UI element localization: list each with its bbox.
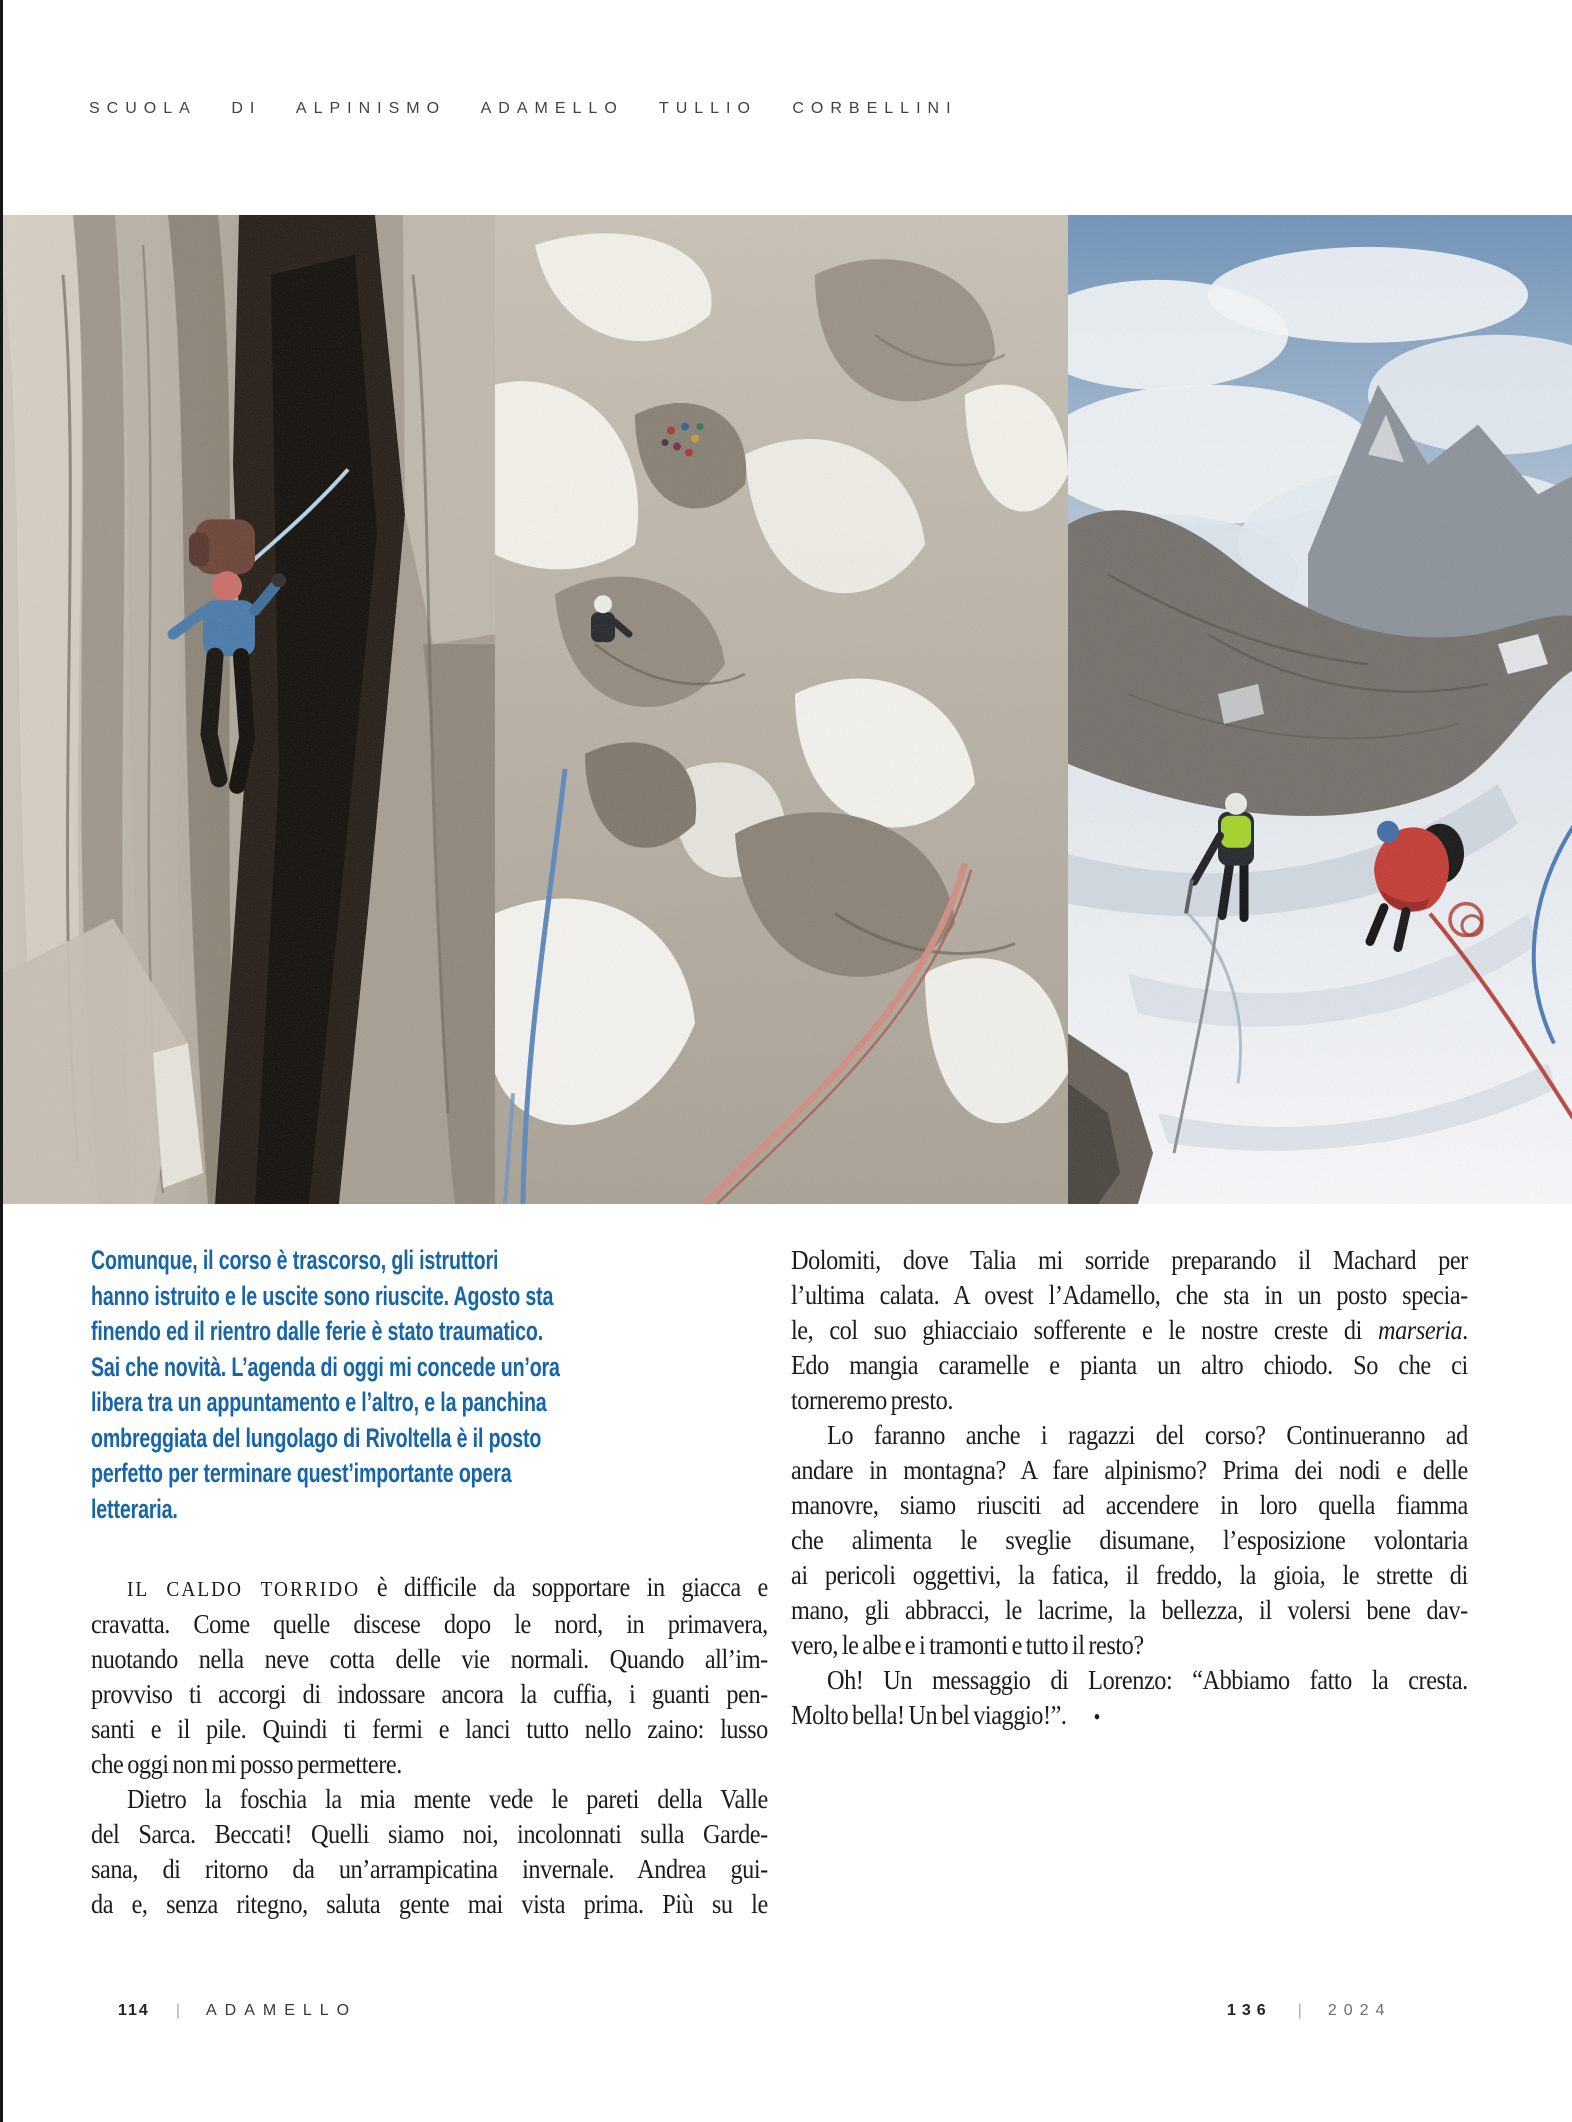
page-number: 114 [118, 2002, 150, 2019]
text-line: Molto bella! Un bel viaggio!”. • [791, 1700, 1101, 1730]
lead-line: hanno istruito e le uscite sono riuscite. Agosto sta [91, 1280, 554, 1311]
issue-number: 136 [1227, 2002, 1272, 2019]
text-line: da e, senza ritegno, saluta gente mai vista prima. Più su le [91, 1889, 768, 1919]
lead-line: libera tra un appuntamento e l’altro, e la panchina [91, 1387, 547, 1417]
text-line: IL CALDO TORRIDO è difficile da sopportare in giacca e [127, 1572, 768, 1602]
lead-line: Comunque, il corso è trascorso, gli istruttori [91, 1245, 499, 1275]
lead-line: letteraria. [91, 1493, 178, 1524]
right-column [791, 1243, 1468, 1734]
text-line: torneremo presto. [791, 1385, 953, 1415]
text-line: Lo faranno anche i ragazzi del corso? Continueranno ad [827, 1420, 1468, 1450]
text-line: Edo mangia caramelle e pianta un altro chiodo. So che ci [791, 1350, 1468, 1380]
paragraph [91, 1782, 768, 1922]
photo-gully-group [495, 215, 1068, 1204]
footer-divider: | [175, 2002, 180, 2019]
lead-paragraph [91, 1243, 698, 1527]
text-line: cravatta. Come quelle discese dopo le nord, in primavera, [91, 1609, 768, 1639]
photo-collage [3, 215, 1572, 1204]
text-line: santi e il pile. Quindi ti fermi e lanci tutto nello zaino: lusso [91, 1714, 768, 1744]
page-kicker: SCUOLA DI ALPINISMO ADAMELLO TULLIO CORBELLINI [89, 100, 958, 117]
text-line: del Sarca. Beccati! Quelli siamo noi, incolonnati sulla Garde- [91, 1819, 768, 1849]
footer-right [1227, 2002, 1391, 2020]
text-line: sana, di ritorno da un’arrampicatina invernale. Andrea gui- [91, 1854, 768, 1884]
text-line: provviso ti accorgi di indossare ancora la cuffia, i guanti pen- [91, 1679, 768, 1709]
photo-snowfield-illustration [1068, 215, 1572, 1204]
text-line: nuotando nella neve cotta delle vie normali. Quando all’im- [91, 1644, 768, 1674]
issue-year: 2024 [1327, 2002, 1392, 2019]
paragraph [791, 1663, 1468, 1734]
text-line: Dietro la foschia la mia mente vede le pareti della Valle [127, 1784, 768, 1814]
text-line: Dolomiti, dove Talia mi sorride preparando il Machard per [791, 1245, 1468, 1275]
text-line: manovre, siamo riusciti ad accendere in loro quella fiamma [791, 1490, 1468, 1520]
lead-line: Sai che novità. L’agenda di oggi mi concede un’ora [91, 1351, 560, 1382]
text-line: andare in montagna? A fare alpinismo? Prima dei nodi e delle [791, 1455, 1468, 1485]
text-line: l’ultima calata. A ovest l’Adamello, che sta in un posto specia- [791, 1280, 1468, 1310]
lead-line: finendo ed il rientro dalle ferie è stato traumatico. [91, 1316, 544, 1346]
footer-left [118, 2002, 357, 2020]
text-line: mano, gli abbracci, le lacrime, la bellezza, il volersi bene dav- [791, 1595, 1468, 1625]
photo-snowfield-climbers [1068, 215, 1572, 1204]
text-line: vero, le albe e i tramonti e tutto il resto? [791, 1630, 1144, 1660]
paragraph [791, 1243, 1468, 1418]
text-line: ai pericoli oggettivi, la fatica, il freddo, la gioia, le strette di [791, 1560, 1468, 1590]
footer-divider: | [1297, 2002, 1302, 2019]
text-line: le, col suo ghiacciaio sofferente e le nostre creste di marseria. [791, 1315, 1468, 1345]
text-line: Oh! Un messaggio di Lorenzo: “Abbiamo fatto la cresta. [827, 1665, 1468, 1695]
lead-line: perfetto per terminare quest’importante opera [91, 1458, 512, 1488]
left-column [91, 1570, 768, 1922]
paragraph [91, 1570, 768, 1782]
photo-chimney-climber [3, 215, 495, 1204]
paragraph [791, 1418, 1468, 1663]
text-line: che oggi non mi posso permettere. [91, 1749, 402, 1779]
photo-gully-illustration [495, 215, 1068, 1204]
photo-chimney-illustration [3, 215, 495, 1204]
lead-line: ombreggiata del lungolago di Rivoltella è il posto [91, 1422, 542, 1453]
text-line: che alimenta le sveglie disumane, l’esposizione volontaria [791, 1525, 1468, 1555]
magazine-name: ADAMELLO [205, 2002, 358, 2019]
